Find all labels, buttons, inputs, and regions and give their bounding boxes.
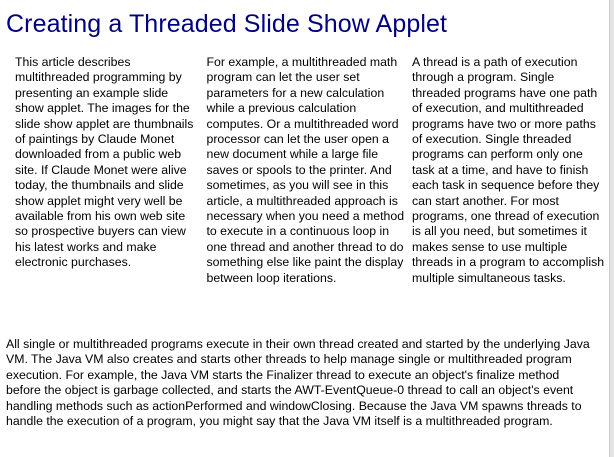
column-2 [205, 55, 405, 286]
column-3 [410, 55, 606, 286]
intro-columns [11, 55, 606, 286]
article-title: Creating a Threaded Slide Show Applet [6, 10, 448, 38]
column-1 [11, 55, 199, 286]
column-3-text: A thread is a path of execution through a program. Single threaded programs have one path of execution, and multithreaded programs have two or more paths of execution. Single threaded programs can perform only one task at a time, and have to finish each task in sequence before they can start another. For most programs, one thread of execution is all you need, but sometimes it makes sense to use multiple threads in a program to accomplish multiple simultaneous tasks. [412, 55, 605, 285]
vertical-scrollbar[interactable] [609, 0, 614, 457]
body-paragraph: All single or multithreaded programs execute in their own thread created and started by the underlying Java VM. The Java VM also creates and starts other threads to help manage single or multithreaded program execution. For example, the Java VM starts the Finalizer thread to execute an object's finalize method before the object is garbage collected, and starts the AWT-EventQueue-0 thread to call an object's event handling methods such as actionPerformed and windowClosing. Because the Java VM spawns threads to handle the execution of a program, you might say that the Java VM itself is a multithreaded program. [6, 337, 590, 429]
column-1-text: This article describes multithreaded programming by presenting an example slide show applet. The images for the slide show applet are thumbnails of paintings by Claude Monet downloaded from a public web site. If Claude Monet were alive today, the thumbnails and slide show applet might very well be available from his own web site so prospective buyers can view his latest works and make electronic purchases. [15, 55, 194, 270]
column-2-text: For example, a multithreaded math program can let the user set parameters for a new calculation while a previous calculation computes. Or a multithreaded word processor can let the user open a new document while a large file saves or spools to the printer. And sometimes, as you will see in this article, a multithreaded approach is necessary when you need a method to execute in a continuous loop in one thread and another thread to do something else like paint the display between loop iterations. [206, 55, 405, 285]
